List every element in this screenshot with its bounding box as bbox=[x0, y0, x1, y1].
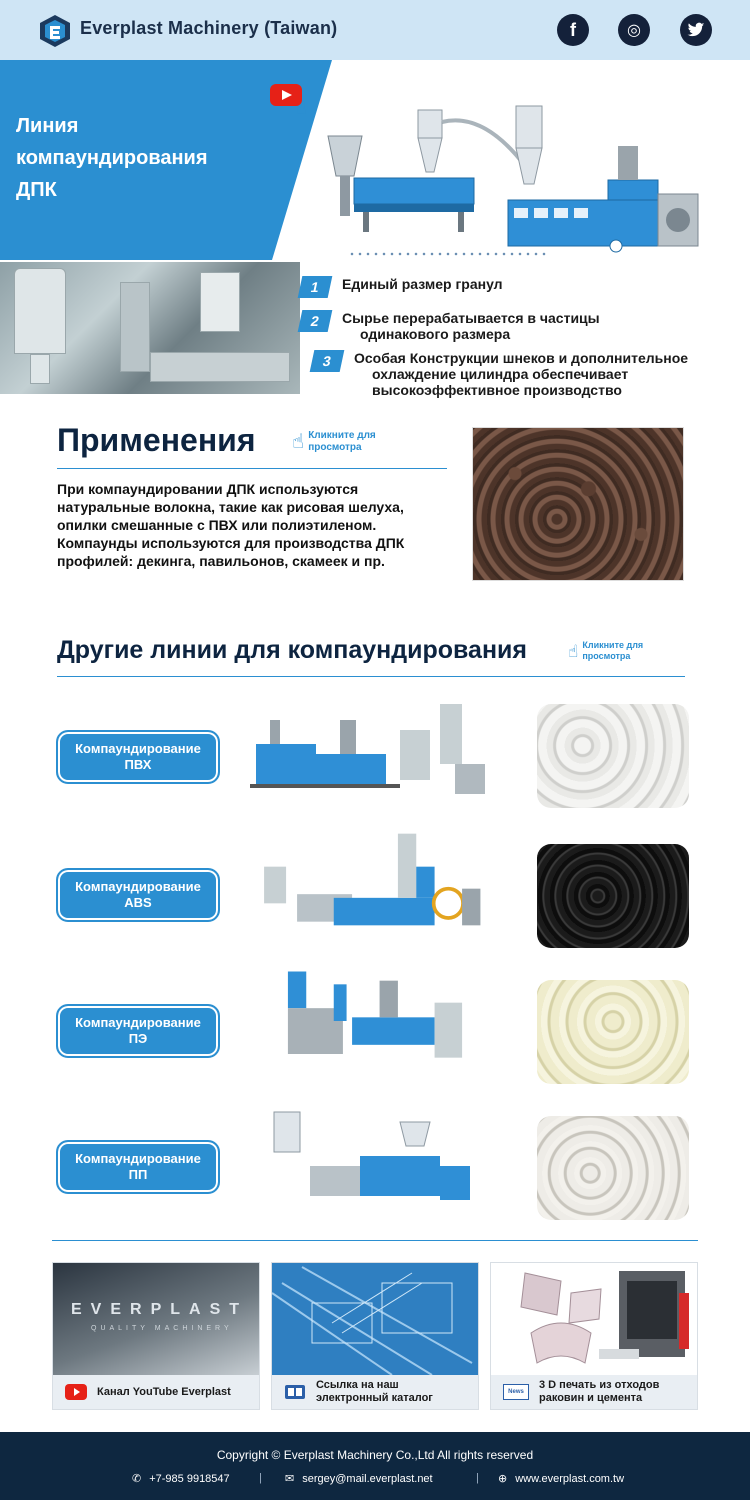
abs-line-machine-image[interactable] bbox=[250, 830, 500, 940]
pp-pellets-image bbox=[537, 1116, 689, 1220]
pointer-hand-icon: ☝ bbox=[568, 641, 579, 661]
3d-printing-card[interactable] bbox=[490, 1262, 698, 1410]
click-to-view-link[interactable]: ☝ Кликните для просмотра bbox=[568, 640, 644, 661]
pp-compounding-button[interactable]: Компаундирование ПП bbox=[56, 1140, 220, 1194]
copyright: Copyright © Everplast Machinery Co.,Ltd All rights reserved bbox=[216, 1448, 534, 1462]
applications-title: Применения bbox=[57, 422, 256, 458]
feature-number: 3 bbox=[310, 350, 345, 372]
pointer-hand-icon: ☝ bbox=[292, 431, 305, 453]
pvc-line-machine-image[interactable] bbox=[250, 700, 500, 810]
email-link[interactable]: ✉ sergey@mail.everplast.net bbox=[285, 1472, 433, 1485]
phone-link[interactable]: ✆ +7-985 9918547 bbox=[132, 1472, 230, 1485]
feature-number: 1 bbox=[298, 276, 333, 298]
divider bbox=[57, 676, 685, 677]
catalog-card[interactable] bbox=[271, 1262, 479, 1410]
separator: | bbox=[259, 1472, 262, 1484]
click-to-view-link[interactable]: ☝ Кликните для просмотра bbox=[292, 430, 376, 453]
youtube-channel-caption: Канал YouTube Everplast bbox=[53, 1375, 259, 1409]
hero-title: Линия компаундирования ДПК bbox=[16, 115, 208, 201]
youtube-channel-card[interactable] bbox=[52, 1262, 260, 1410]
3d-printing-banner-image bbox=[491, 1263, 697, 1375]
pe-compounding-button[interactable]: Компаундирование ПЭ bbox=[56, 1004, 220, 1058]
other-lines-title: Другие линии для компаундирования bbox=[57, 636, 528, 664]
abs-pellets-image bbox=[537, 844, 689, 948]
facebook-icon[interactable]: f bbox=[557, 14, 589, 46]
feature-item: 3 Особая Конструкции шнеков и дополнительное охлаждение цилиндра обеспечивает высокоэффективное производство bbox=[312, 350, 688, 398]
phone-icon: ✆ bbox=[132, 1473, 142, 1485]
wpc-pellets-image bbox=[472, 427, 684, 581]
youtube-icon bbox=[65, 1384, 87, 1400]
website-link[interactable]: ⊕ www.everplast.com.tw bbox=[498, 1472, 625, 1485]
catalog-banner-image bbox=[272, 1263, 478, 1375]
3d-printing-caption: News 3 D печать из отходов раковин и цемента bbox=[491, 1375, 697, 1409]
pvc-compounding-button[interactable]: Компаундирование ПВХ bbox=[56, 730, 220, 784]
feature-item: 1 Единый размер гранул bbox=[300, 276, 503, 298]
catalog-caption: Ссылка на наш электронный каталог bbox=[272, 1375, 478, 1409]
applications-description: При компаундировании ДПК используются натуральные волокна, такие как рисовая шелуха, опилки смешанные с ПВХ или полиэтиленом. Компаунды используются для производства ДПК профилей: декинга, павильонов, скамеек и пр. bbox=[57, 481, 405, 569]
youtube-banner-image: EVERPLAST QUALITY MACHINERY bbox=[53, 1263, 259, 1375]
brand-name: Everplast Machinery (Taiwan) bbox=[80, 18, 338, 38]
pe-pellets-image bbox=[537, 980, 689, 1084]
globe-icon: ⊕ bbox=[498, 1473, 508, 1485]
feature-item: 2 Сырье перерабатывается в частицы одинакового размера bbox=[300, 310, 600, 342]
site-header bbox=[0, 0, 750, 60]
separator: | bbox=[476, 1472, 479, 1484]
mail-icon: ✉ bbox=[285, 1473, 295, 1485]
divider bbox=[52, 1240, 698, 1241]
catalog-icon bbox=[284, 1384, 306, 1400]
everplast-logo-icon[interactable] bbox=[38, 14, 72, 48]
feature-number: 2 bbox=[298, 310, 333, 332]
twitter-icon[interactable] bbox=[680, 14, 712, 46]
news-icon: News bbox=[503, 1384, 529, 1400]
divider bbox=[57, 468, 447, 469]
site-footer bbox=[0, 1432, 750, 1500]
decorative-dots bbox=[348, 252, 548, 256]
wpc-line-machine-image[interactable] bbox=[318, 96, 718, 272]
pp-line-machine-image[interactable] bbox=[250, 1106, 500, 1216]
pointer-hand-icon: ☝ bbox=[296, 98, 307, 118]
abs-compounding-button[interactable]: Компаундирование ABS bbox=[56, 868, 220, 922]
instagram-icon[interactable]: ◎ bbox=[618, 14, 650, 46]
pe-line-machine-image[interactable] bbox=[250, 966, 500, 1076]
pvc-pellets-image bbox=[537, 704, 689, 808]
factory-photo bbox=[0, 262, 300, 394]
